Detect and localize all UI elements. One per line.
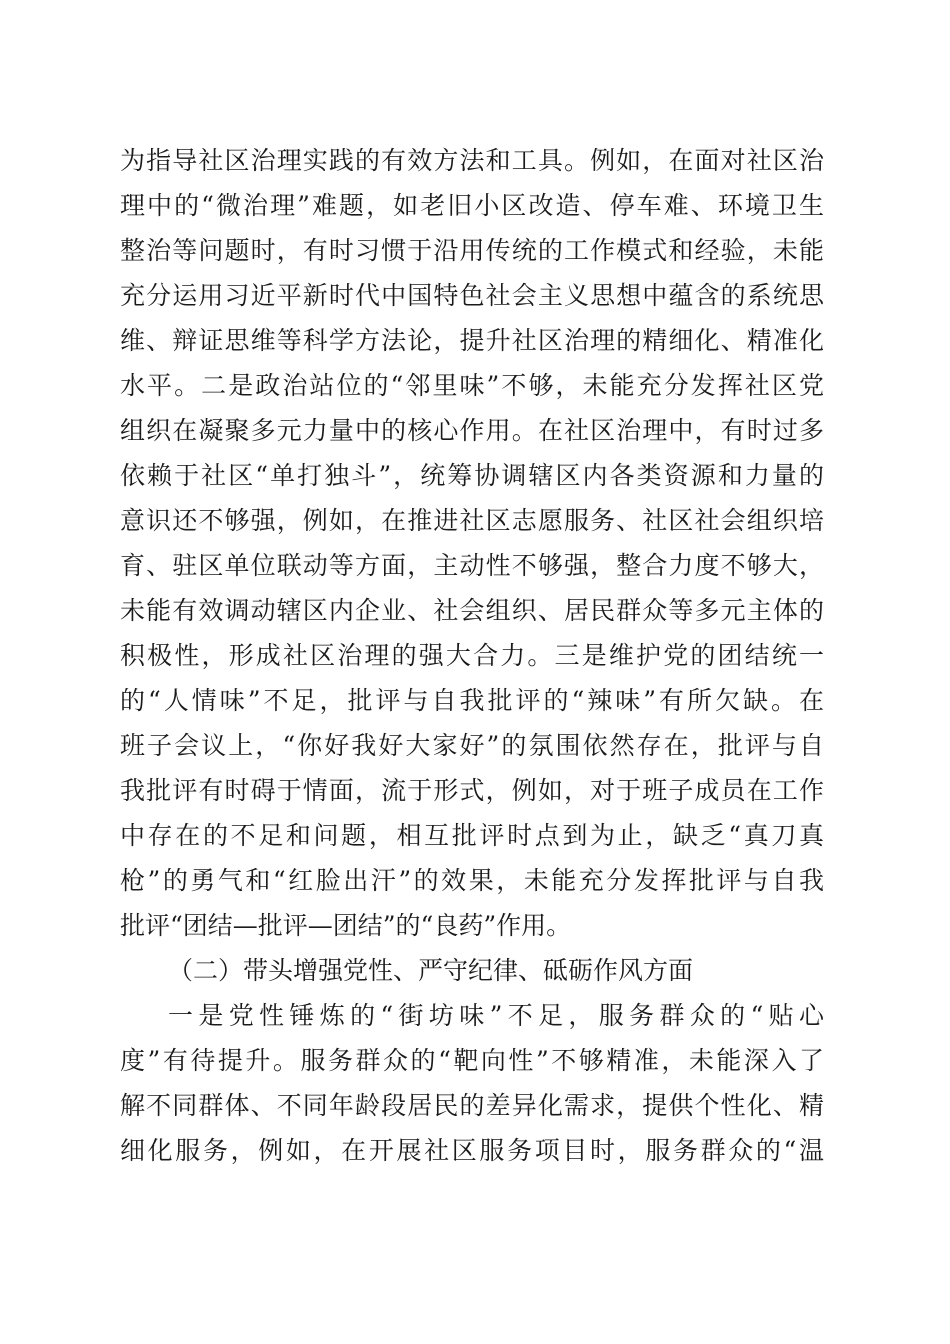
body-text-line: 维、辩证思维等科学方法论，提升社区治理的精细化、精准化 <box>120 326 824 355</box>
body-text-line: 整治等问题时，有时习惯于沿用传统的工作模式和经验，未能 <box>120 236 824 265</box>
body-text-line: 班子会议上，“你好我好大家好”的氛围依然存在，批评与自 <box>120 731 824 760</box>
body-text-line: 水平。二是政治站位的“邻里味”不够，未能充分发挥社区党 <box>120 371 824 400</box>
body-text-line: 未能有效调动辖区内企业、社会组织、居民群众等多元主体的 <box>120 596 824 625</box>
body-text-line: 中存在的不足和问题，相互批评时点到为止，缺乏“真刀真 <box>120 821 824 850</box>
body-text-line: 我批评有时碍于情面，流于形式，例如，对于班子成员在工作 <box>120 776 824 805</box>
body-text-line: 育、驻区单位联动等方面，主动性不够强，整合力度不够大， <box>120 551 824 580</box>
body-text-line: 充分运用习近平新时代中国特色社会主义思想中蕴含的系统思 <box>120 281 824 310</box>
body-text-line: 积极性，形成社区治理的强大合力。三是维护党的团结统一 <box>120 641 824 670</box>
body-text-line: 批评“团结—批评—团结”的“良药”作用。 <box>120 911 572 940</box>
body-text-line: 度”有待提升。服务群众的“靶向性”不够精准，未能深入了 <box>120 1046 824 1075</box>
body-text-line: 细化服务，例如，在开展社区服务项目时，服务群众的“温 <box>120 1136 824 1165</box>
body-text-line: 组织在凝聚多元力量中的核心作用。在社区治理中，有时过多 <box>120 416 824 445</box>
body-text-line: 枪”的勇气和“红脸出汗”的效果，未能充分发挥批评与自我 <box>120 866 824 895</box>
body-text-line: 的“人情味”不足，批评与自我批评的“辣味”有所欠缺。在 <box>120 686 824 715</box>
body-text-line: 解不同群体、不同年龄段居民的差异化需求，提供个性化、精 <box>120 1091 824 1120</box>
body-text-line: 意识还不够强，例如，在推进社区志愿服务、社区社会组织培 <box>120 506 824 535</box>
section-heading: （二）带头增强党性、严守纪律、砥砺作风方面 <box>168 956 694 985</box>
body-text-line: 一是党性锤炼的“街坊味”不足，服务群众的“贴心 <box>168 1001 824 1030</box>
body-text-line: 依赖于社区“单打独斗”，统筹协调辖区内各类资源和力量的 <box>120 461 824 490</box>
body-text-line: 理中的“微治理”难题，如老旧小区改造、停车难、环境卫生 <box>120 191 824 220</box>
body-text-line: 为指导社区治理实践的有效方法和工具。例如，在面对社区治 <box>120 146 824 175</box>
